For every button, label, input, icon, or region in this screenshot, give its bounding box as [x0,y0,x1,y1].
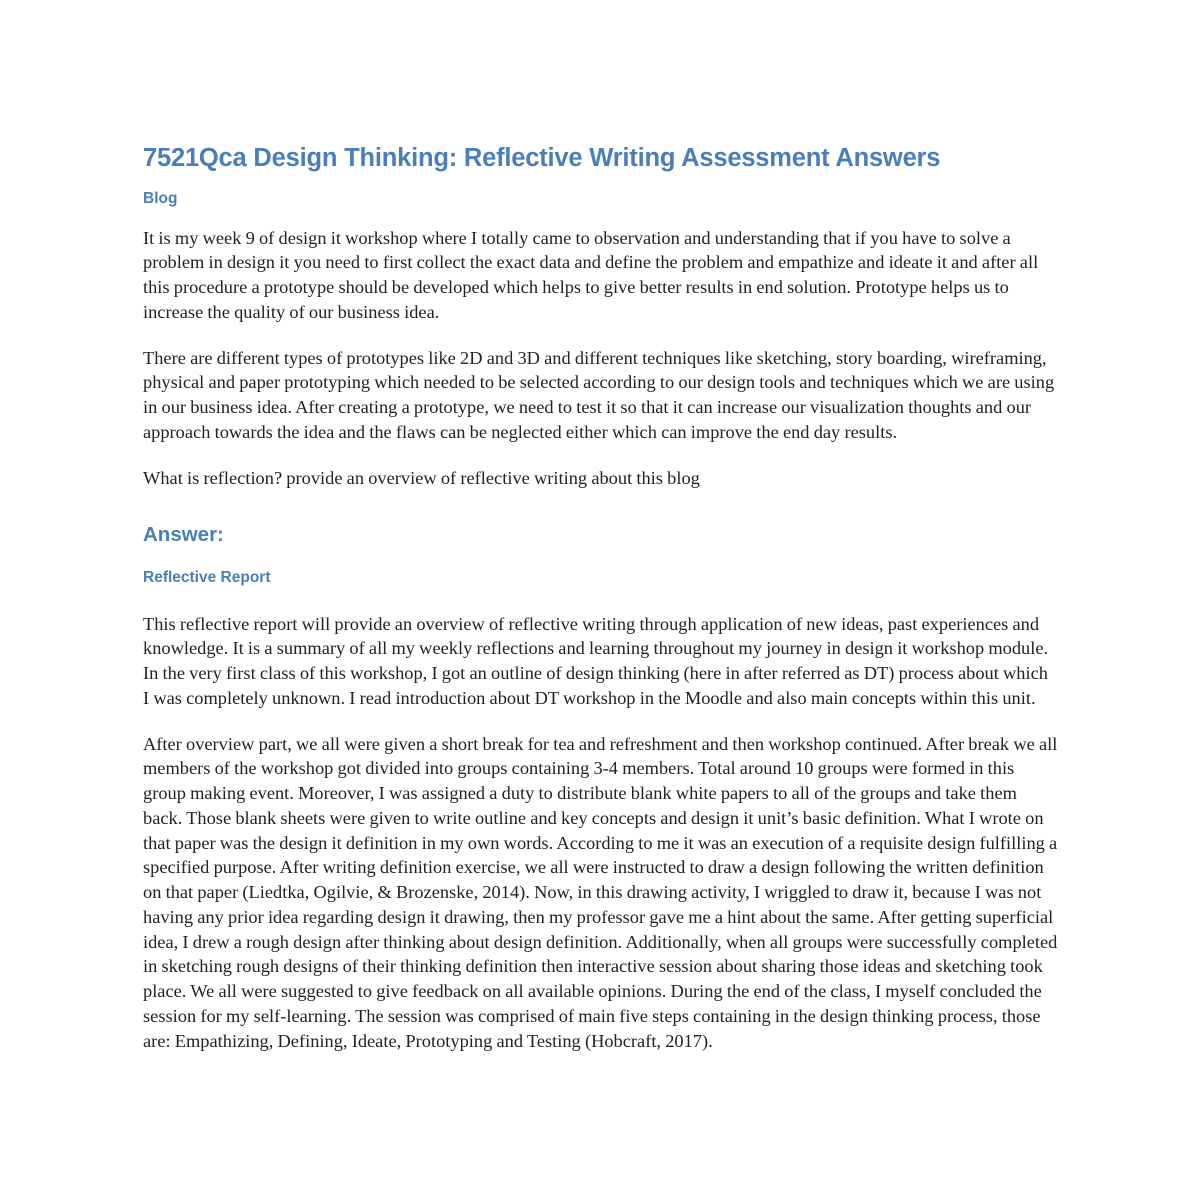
answer-section-heading: Answer: [143,523,224,547]
page-title: 7521Qca Design Thinking: Reflective Writing Assessment Answers [143,144,941,172]
report-paragraph-2: After overview part, we all were given a short break for tea and refreshment and then workshop continued. After break we all members of the workshop got divided into groups containing 3-4 members. Total around 10 groups were formed in this group making event. Moreover, I was assigned a duty to distribute blank white papers to all of the groups and take them back. Those blank sheets were given to write outline and key concepts and design it unit’s basic definition. What I wrote on that paper was the design it definition in my own words. According to me it was an execution of a requisite design fulfilling a specified purpose. After writing definition exercise, we all were instructed to draw a design following the written definition on that paper (Liedtka, Ogilvie, & Brozenske, 2014). Now, in this drawing activity, I wriggled to draw it, because I was not having any prior idea regarding design it drawing, then my professor gave me a hint about the same. After getting superficial idea, I drew a rough design after thinking about design definition. Additionally, when all groups were successfully completed in sketching rough designs of their thinking definition then interactive session about sharing those ideas and sketching took place. We all were suggested to give feedback on all available opinions. During the end of the class, I myself concluded the session for my self-learning. The session was comprised of main five steps containing in the design thinking process, those are: Empathizing, Defining, Ideate, Prototyping and Testing (Hobcraft, 2017). [143,733,1058,1051]
blog-section-heading: Blog [143,190,178,208]
question-prompt: What is reflection? provide an overview of reflective writing about this blog [143,467,700,488]
blog-paragraph-1: It is my week 9 of design it workshop where I totally came to observation and understanding that if you have to solve a problem in design it you need to first collect the exact data and define the problem and empathize and ideate it and after all this procedure a prototype should be developed which helps to give better results in end solution. Prototype helps us to increase the quality of our business idea. [143,227,1039,322]
reflective-report-heading: Reflective Report [143,569,271,587]
blog-paragraph-2: There are different types of prototypes like 2D and 3D and different techniques like sketching, story boarding, wireframing, physical and paper prototyping which needed to be selected according to our design tools and techniques which we are using in our business idea. After creating a prototype, we need to test it so that it can increase our visualization thoughts and our approach towards the idea and the flaws can be neglected either which can improve the end day results. [143,347,1055,442]
report-paragraph-1: This reflective report will provide an overview of reflective writing through application of new ideas, past experiences and knowledge. It is a summary of all my weekly reflections and learning throughout my journey in design it workshop module. In the very first class of this workshop, I got an outline of design thinking (here in after referred as DT) process about which I was completely unknown. I read introduction about DT workshop in the Moodle and also main concepts within this unit. [143,613,1049,708]
